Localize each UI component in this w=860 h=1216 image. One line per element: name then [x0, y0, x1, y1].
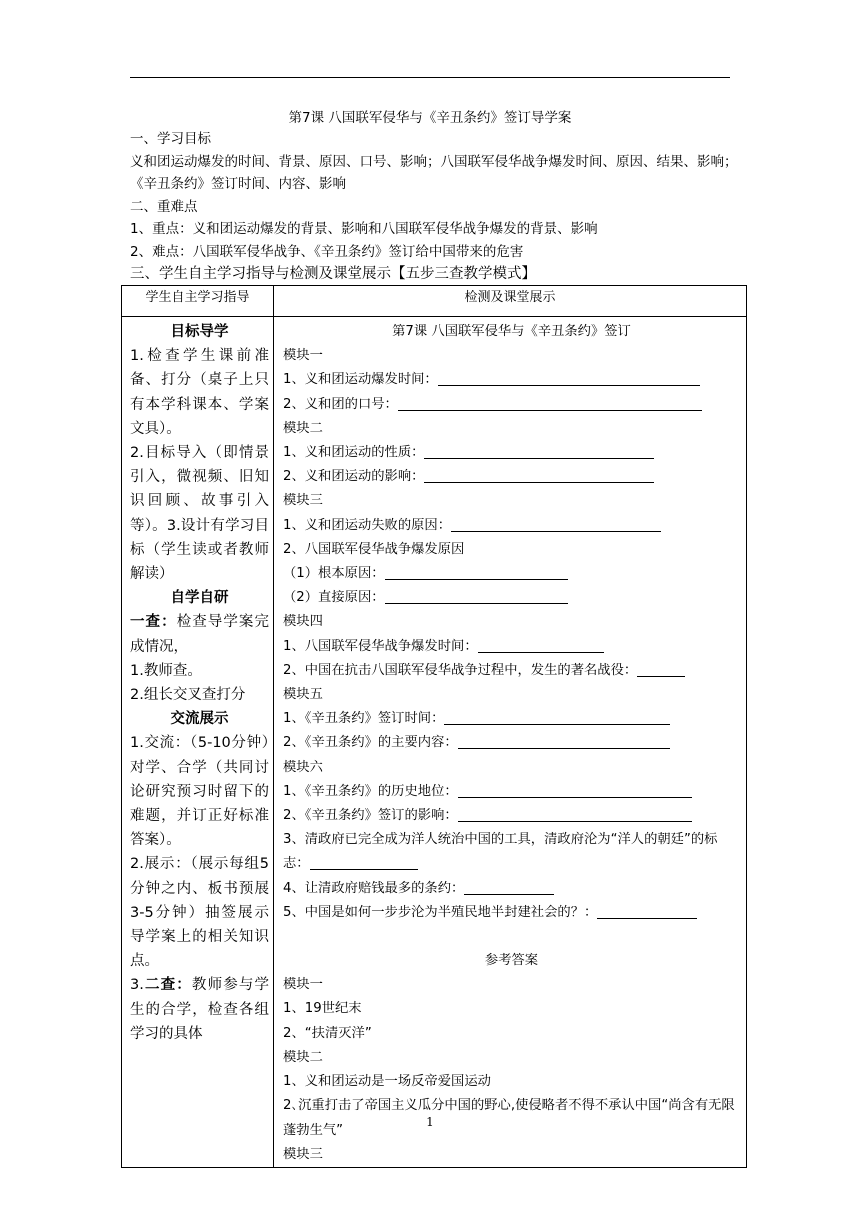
- answer-blank[interactable]: [597, 904, 697, 919]
- question: 2、《辛丑条约》签订的影响：: [283, 804, 740, 828]
- answer-blank[interactable]: [478, 638, 604, 653]
- exercise-column: [274, 317, 747, 1168]
- table-header-row: [122, 286, 747, 317]
- guide-para-4: 1.教师查。: [130, 662, 202, 679]
- header-right: 检测及课堂展示: [274, 286, 747, 317]
- question: 2、《辛丑条约》的主要内容：: [283, 731, 740, 755]
- heading-self-study: 自学自研: [170, 590, 229, 607]
- module-6-heading: 模块六: [283, 759, 323, 775]
- answer-blank[interactable]: [458, 734, 670, 749]
- answer-blank[interactable]: [637, 662, 685, 677]
- question: 2、中国在抗击八国联军侵华战争过程中，发生的著名战役：: [283, 659, 740, 683]
- question: 5、中国是如何一步步沦为半殖民地半封建社会的？：: [283, 901, 740, 925]
- header-left: 学生自主学习指导: [122, 286, 274, 317]
- answer-blank[interactable]: [385, 565, 568, 580]
- answer-blank[interactable]: [444, 710, 670, 725]
- answer-blank[interactable]: [438, 371, 700, 386]
- question: 4、让清政府赔钱最多的条约：: [283, 877, 740, 901]
- table-body-row: [122, 317, 747, 1168]
- answer-blank[interactable]: [458, 783, 692, 798]
- guide-para-3: 一查：检查导学案完成情况，: [130, 614, 269, 655]
- question: 2、义和团运动的影响：: [283, 465, 740, 489]
- answer-blank[interactable]: [398, 396, 702, 411]
- page-number: 1: [426, 1115, 434, 1129]
- heading-exchange: 交流展示: [170, 711, 229, 728]
- answer-blank[interactable]: [385, 589, 568, 604]
- answer-line: 2､沉重打击了帝国主义瓜分中国的野心,使侵略者不得不承认中国“尚含有无限蓬勃生气”: [283, 1098, 735, 1138]
- question: 2、八国联军侵华战争爆发原因: [283, 541, 465, 557]
- section-2-item-1: 1、重点：义和团运动爆发的背景、影响和八国联军侵华战争爆发的背景、影响: [130, 221, 598, 237]
- answer-module-1-heading: 模块一: [283, 977, 323, 993]
- guide-para-5: 2.组长交叉查打分: [130, 687, 246, 704]
- section-1-heading: 一、学习目标: [130, 131, 211, 147]
- heading-goal-guide: 目标导学: [170, 324, 229, 340]
- check-one-label: 一查：: [130, 614, 177, 631]
- answer-blank[interactable]: [458, 807, 692, 822]
- answer-line: 1、19世纪末: [283, 1001, 362, 1017]
- module-5-heading: 模块五: [283, 687, 323, 703]
- module-3-heading: 模块三: [283, 493, 323, 509]
- module-1-heading: 模块一: [283, 348, 323, 364]
- answer-line: 2、“扶清灭洋”: [283, 1025, 372, 1041]
- spacer: [283, 925, 740, 949]
- header-rule: [130, 77, 730, 78]
- intro-section: [130, 128, 750, 286]
- answer-module-2-heading: 模块二: [283, 1049, 323, 1065]
- section-3-heading: 三、学生自主学习指导与检测及课堂展示【五步三查教学模式】: [130, 266, 536, 282]
- answer-module-3-heading: 模块三: [283, 1146, 323, 1162]
- guide-para-7: 2.展示：（展示每组5分钟之内、板书预展3-5分钟）抽签展示导学案上的相关知识点。: [130, 856, 269, 970]
- answer-blank[interactable]: [464, 880, 554, 895]
- guide-para-8: 3.二查：教师参与学生的合学，检查各组学习的具体: [130, 977, 269, 1042]
- section-2-heading: 二、重难点: [130, 198, 198, 215]
- question: 3、清政府已完全成为洋人统治中国的工具，清政府沦为“洋人的朝廷”的标志：: [283, 832, 718, 872]
- answer-blank[interactable]: [451, 517, 661, 532]
- section-2-item-2: 2、难点：八国联军侵华战争、《辛丑条约》签订给中国带来的危害: [130, 243, 524, 260]
- module-4-heading: 模块四: [283, 614, 323, 630]
- answer-blank[interactable]: [424, 468, 654, 483]
- question: 1、义和团运动爆发时间：: [283, 368, 740, 392]
- guide-para-1: 1.检查学生课前准备、打分（桌子上只有本学科课本、学案文具）。: [130, 348, 269, 437]
- guide-para-2: 2.目标导入（即情景引入，微视频、旧知识回顾、故事引入等）。3.设计有学习目标（学生读或者教师解读）: [130, 445, 269, 583]
- check-two-label: 二查：: [143, 977, 192, 994]
- question: 1、《辛丑条约》签订时间：: [283, 707, 740, 731]
- module-2-heading: 模块二: [283, 420, 323, 436]
- question: 1、《辛丑条约》的历史地位：: [283, 780, 740, 804]
- guidance-column: [122, 317, 274, 1168]
- answer-blank[interactable]: [424, 444, 654, 459]
- study-table: [121, 285, 747, 1168]
- answer-blank[interactable]: [310, 855, 418, 870]
- question: 1、八国联军侵华战争爆发时间：: [283, 635, 740, 659]
- answers-title: 参考答案: [484, 953, 539, 969]
- question: 1、义和团运动的性质：: [283, 441, 740, 465]
- question: （1）根本原因：: [283, 562, 740, 586]
- answer-line: 1、义和团运动是一场反帝爱国运动: [283, 1074, 491, 1090]
- question: 2、义和团的口号：: [283, 393, 740, 417]
- question: 1、义和团运动失败的原因：: [283, 514, 740, 538]
- question: （2）直接原因：: [283, 586, 740, 610]
- lesson-title: 第7课 八国联军侵华与《辛丑条约》签订: [392, 324, 631, 339]
- page-title: 第7课 八国联军侵华与《辛丑条约》签订导学案: [288, 110, 572, 126]
- section-1-text: 义和团运动爆发的时间、背景、原因、口号、影响；八国联军侵华战争爆发时间、原因、结果、影响；《辛丑条约》签订时间、内容、影响: [130, 153, 738, 192]
- guide-para-6: 1.交流：（5-10分钟）对学、合学（共同讨论研究预习时留下的难题，并订正好标准答案）。: [130, 735, 269, 849]
